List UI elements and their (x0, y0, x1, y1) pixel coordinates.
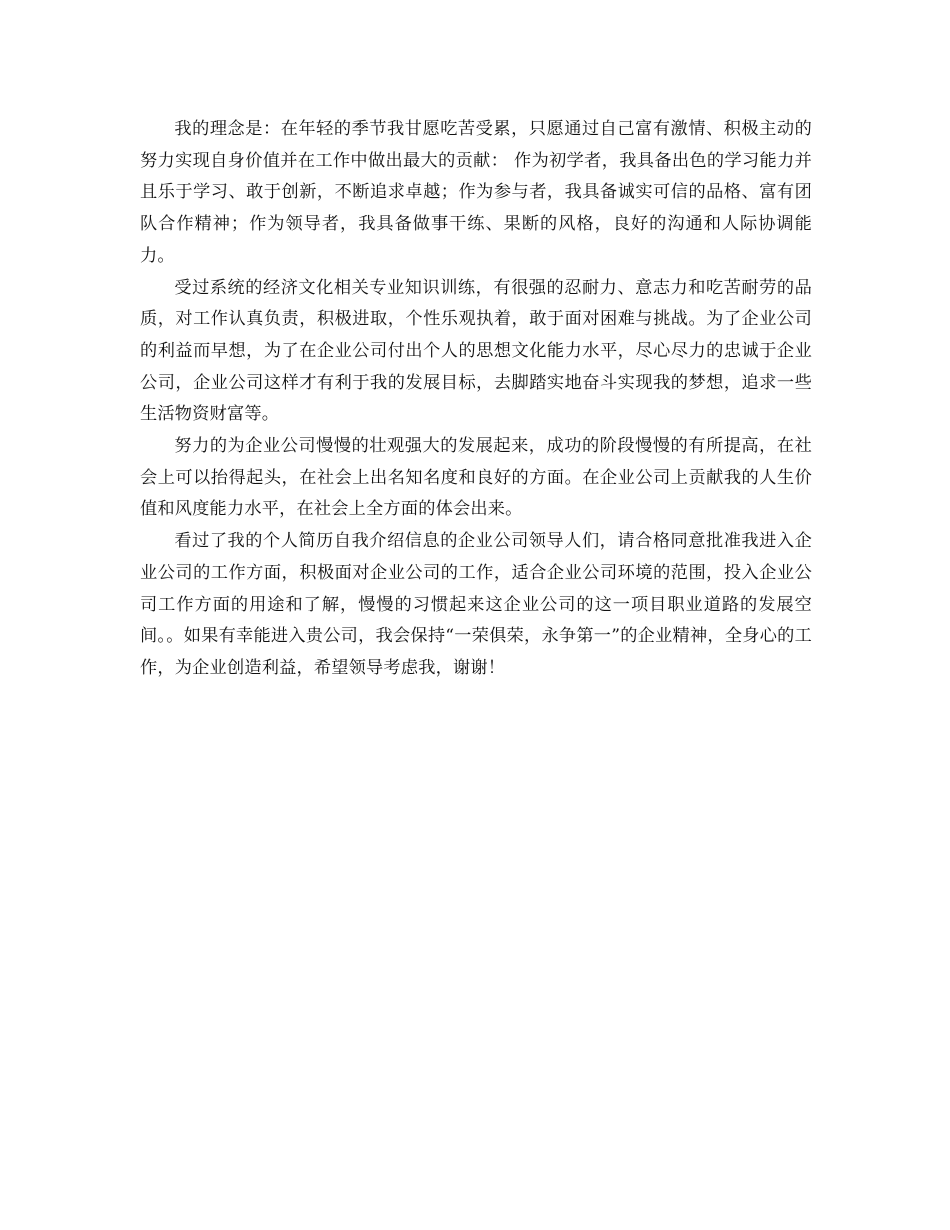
document-body (140, 114, 812, 685)
paragraph-philosophy: 我的理念是：在年轻的季节我甘愿吃苦受累，只愿通过自己富有激情、积极主动的努力实现自身价值并在工作中做出最大的贡献： 作为初学者，我具备出色的学习能力并且乐于学习、敢于创新，不断追求卓越；作为参与者，我具备诚实可信的品格、富有团队合作精神；作为领导者，我具备做事干练、果断的风格，良好的沟通和人际协调能力。 (140, 119, 812, 266)
paragraph-effort: 努力的为企业公司慢慢的壮观强大的发展起来，成功的阶段慢慢的有所提高，在社会上可以抬得起头，在社会上出名知名度和良好的方面。在企业公司上贡献我的人生价值和风度能力水平，在社会上全方面的体会出来。 (140, 436, 812, 520)
paragraph-closing: 看过了我的个人简历自我介绍信息的企业公司领导人们，请合格同意批准我进入企业公司的工作方面，积极面对企业公司的工作，适合企业公司环境的范围，投入企业公司工作方面的用途和了解，慢慢的习惯起来这企业公司的这一项目职业道路的发展空间。。如果有幸能进入贵公司，我会保持“一荣俱荣，永争第一”的企业精神，全身心的工作，为企业创造利益，希望领导考虑我，谢谢！ (140, 531, 812, 678)
paragraph-training: 受过系统的经济文化相关专业知识训练，有很强的忍耐力、意志力和吃苦耐劳的品质，对工作认真负责，积极进取，个性乐观执着，敢于面对困难与挑战。为了企业公司的利益而早想，为了在企业公司付出个人的思想文化能力水平，尽心尽力的忠诚于企业公司，企业公司这样才有利于我的发展目标，去脚踏实地奋斗实现我的梦想，追求一些生活物资财富等。 (140, 277, 812, 425)
